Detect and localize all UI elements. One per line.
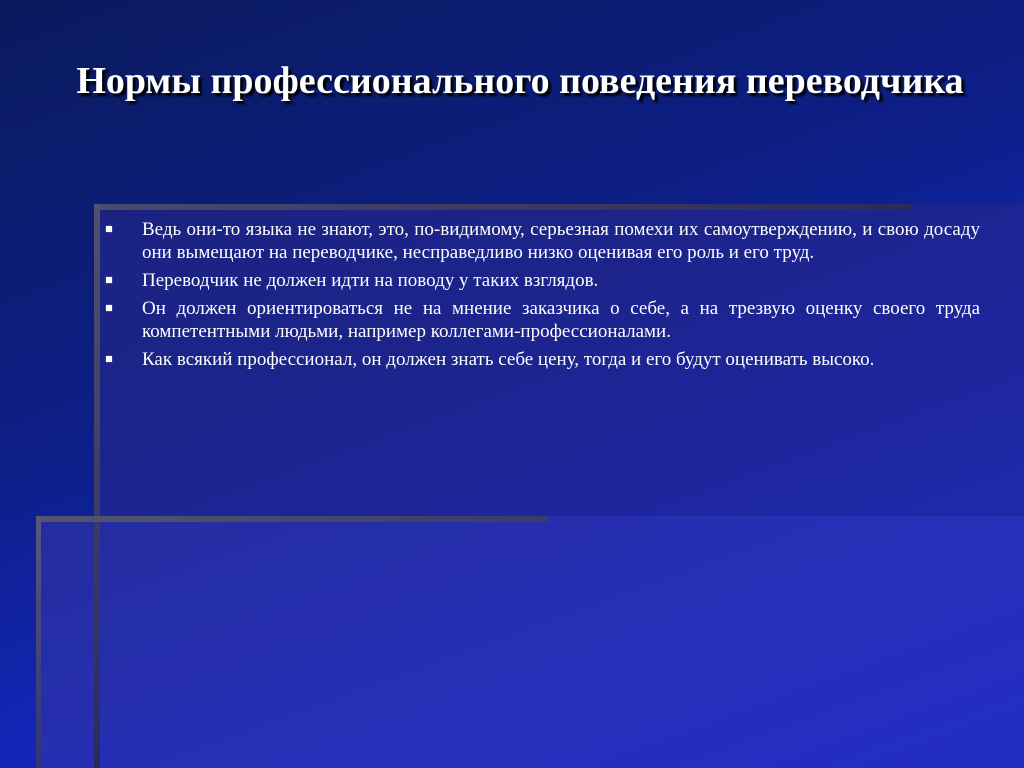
square-bullet-icon [106, 226, 112, 232]
bullet-item [104, 297, 980, 343]
bullet-item [104, 269, 980, 292]
bullet-text: Ведь они-то языка не знают, это, по-видимому, серьезная помехи их самоутверждению, и свою досаду они вымещают на переводчике, несправедливо низко оценивая его роль и его труд. [142, 219, 980, 263]
bullet-item [104, 218, 980, 264]
decorative-panel-lower [36, 516, 1024, 768]
bullet-item [104, 348, 980, 371]
square-bullet-icon [106, 305, 112, 311]
panel-upper-top-edge [94, 204, 912, 210]
panel-lower-top-edge [36, 516, 548, 522]
bullet-text: Переводчик не должен идти на поводу у таких взглядов. [142, 270, 599, 291]
bullet-text: Он должен ориентироваться не на мнение заказчика о себе, а на трезвую оценку своего труда компетентными людьми, например коллегами-профессионалами. [142, 298, 980, 342]
bullet-text: Как всякий профессионал, он должен знать себе цену, тогда и его будут оценивать высоко. [142, 349, 875, 370]
slide-title: Нормы профессионального поведения переводчика [76, 60, 964, 102]
square-bullet-icon [106, 277, 112, 283]
panel-upper-left-edge [94, 204, 100, 768]
square-bullet-icon [106, 356, 112, 362]
bullet-list [104, 218, 980, 376]
panel-lower-left-edge [36, 516, 41, 768]
